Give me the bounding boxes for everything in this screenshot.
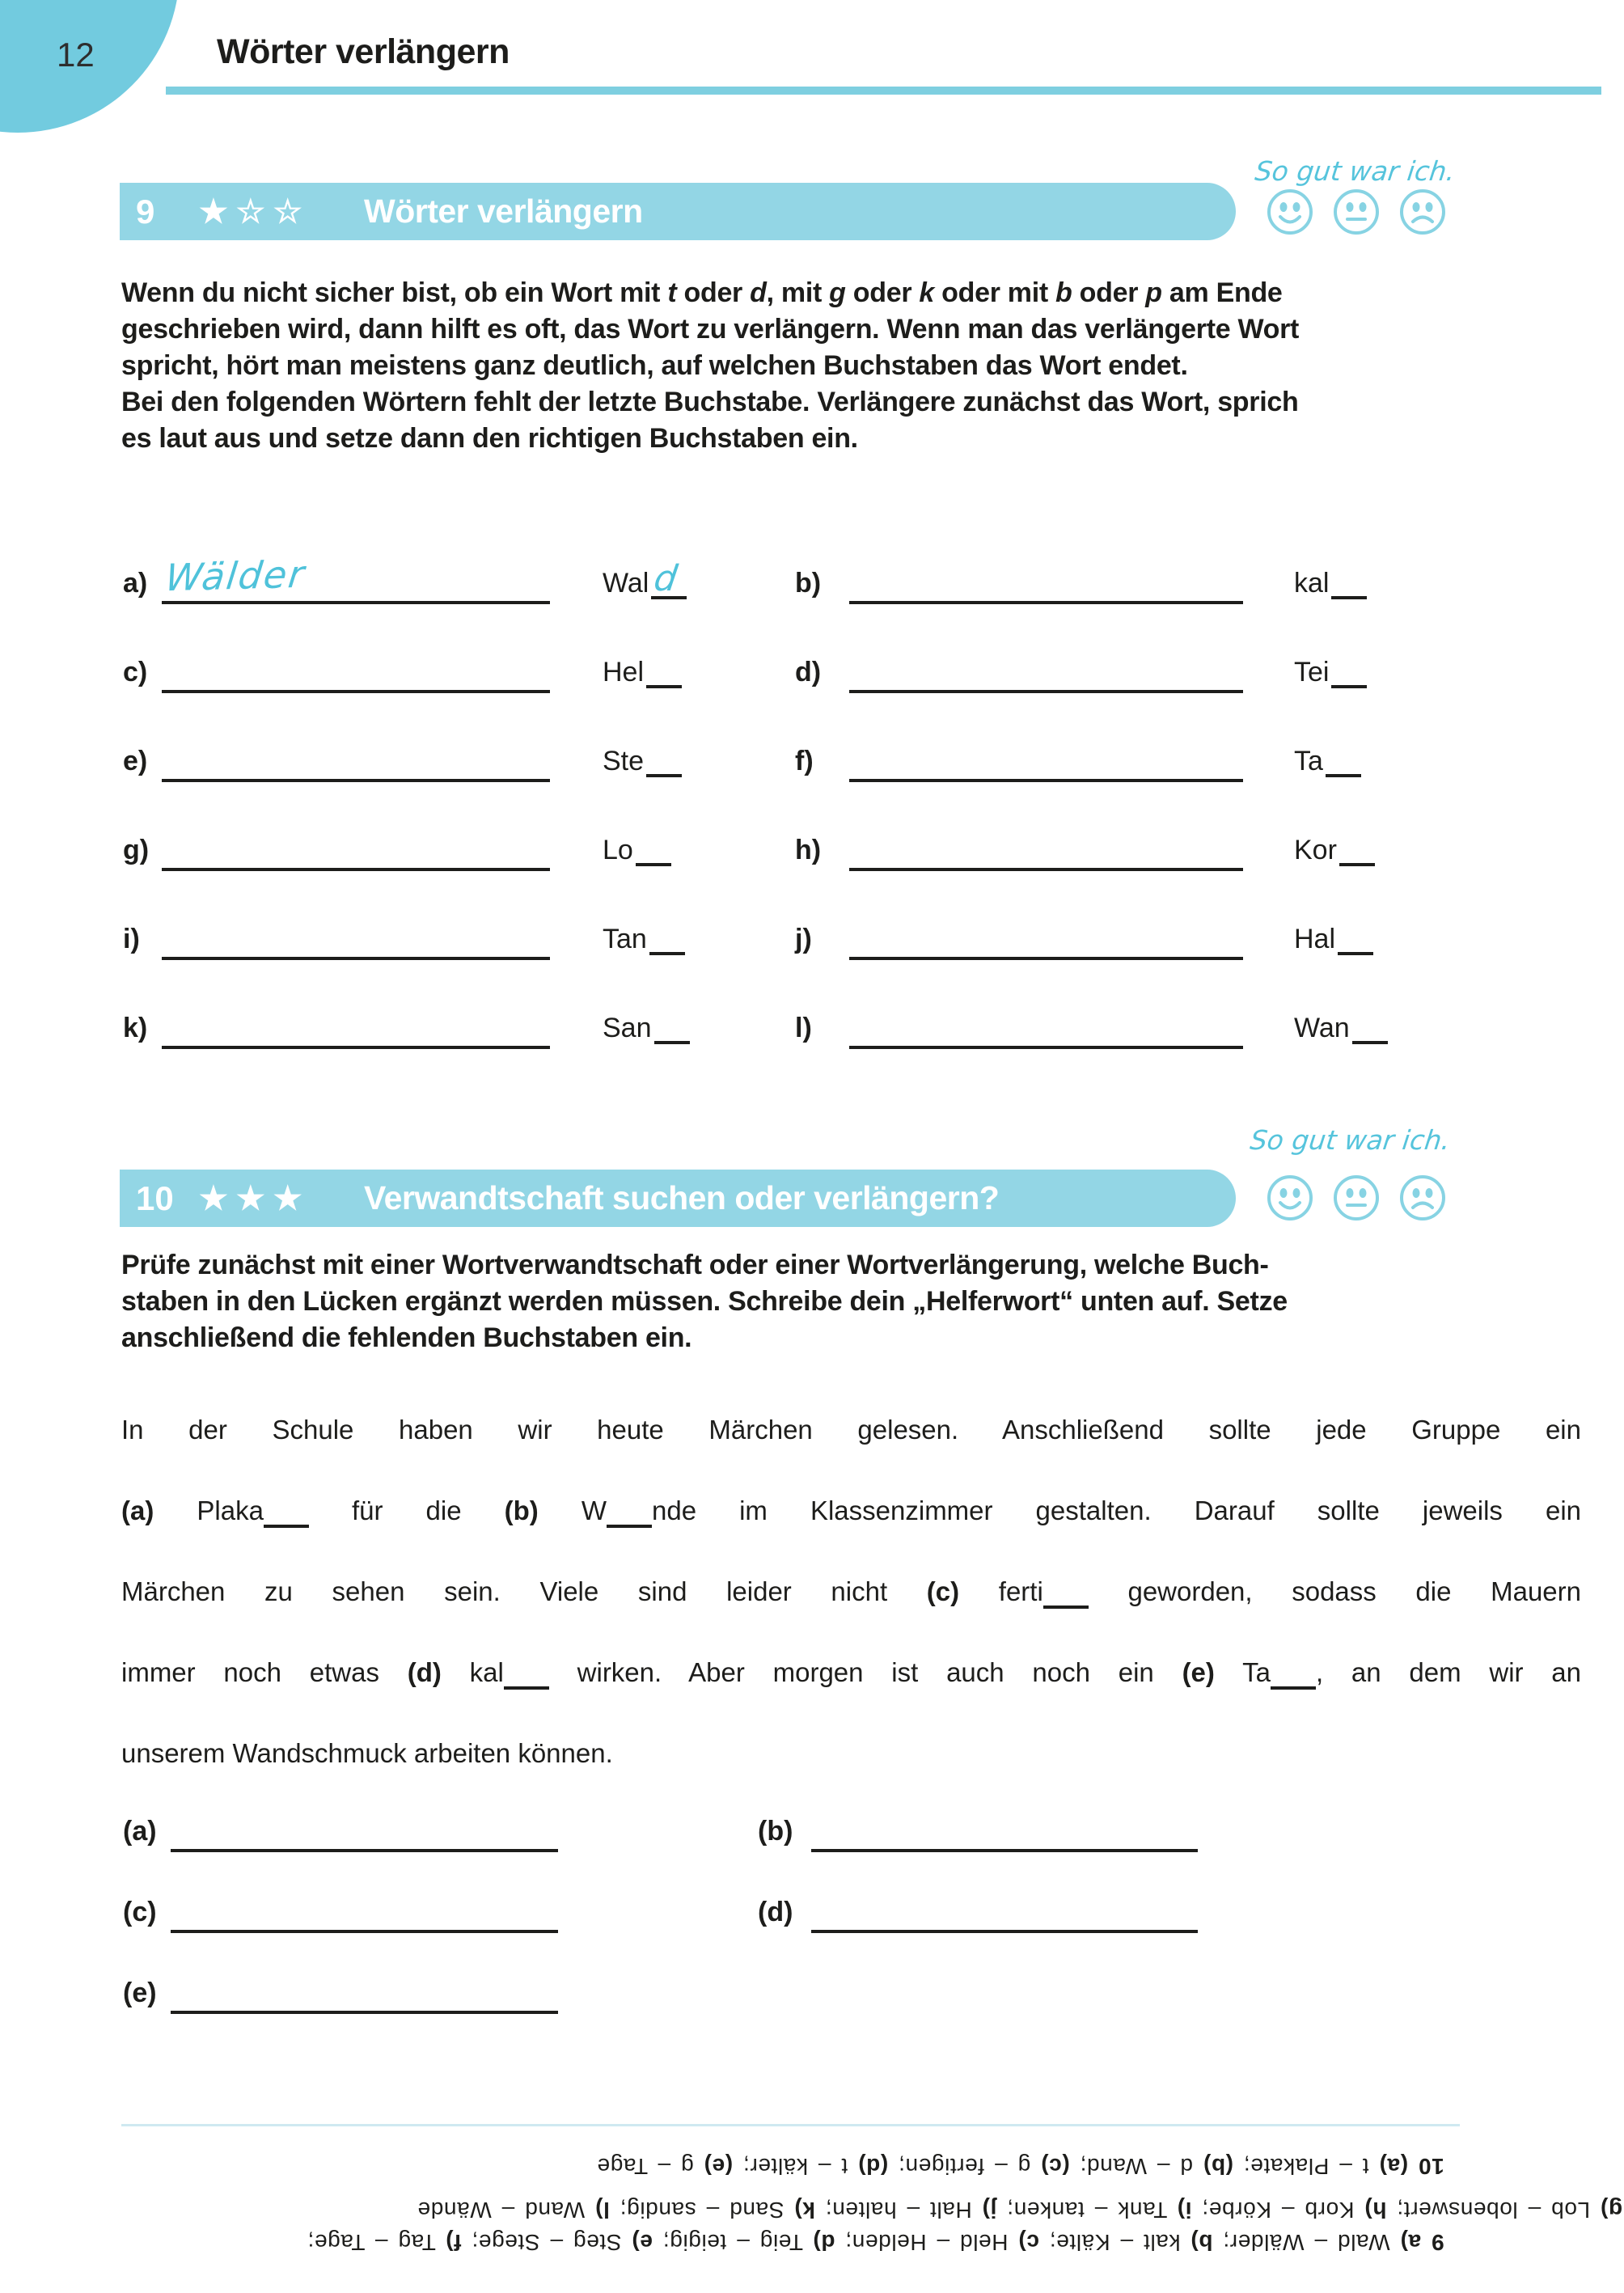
handwritten-letter: d <box>651 558 680 599</box>
smiley-sad-icon[interactable] <box>1399 1174 1446 1221</box>
text-segment: d <box>750 277 767 308</box>
word-stem <box>603 1013 690 1044</box>
letter-blank[interactable] <box>1352 1041 1388 1044</box>
word-stem <box>1294 746 1361 777</box>
word-stem <box>1294 657 1367 688</box>
text-segment: Tag – Tage; <box>307 2230 446 2255</box>
text-segment: d) <box>813 2230 835 2255</box>
smiley-happy-icon[interactable] <box>1267 1174 1313 1221</box>
text-segment: spricht, hört man meistens ganz deutlich, auf welchen Buchstaben das Wort endet. <box>121 350 1188 381</box>
stem-text: Ta <box>1294 746 1323 776</box>
smiley-sad-icon[interactable] <box>1399 188 1446 235</box>
text-segment: Wald – Wälder; <box>1212 2230 1401 2255</box>
item-label: (a) <box>123 1816 157 1847</box>
answer-line[interactable] <box>811 1930 1198 1933</box>
text-segment: l) <box>594 2198 610 2223</box>
item-label: a) <box>123 568 148 599</box>
word-stem <box>603 835 671 866</box>
text-segment: kal <box>441 1657 504 1687</box>
text-segment: kalt – Kälte; <box>1039 2230 1191 2255</box>
text-segment: (b) <box>504 1496 539 1525</box>
answer-line[interactable] <box>171 2011 558 2014</box>
letter-blank[interactable] <box>651 558 687 599</box>
text-segment: Plaka <box>154 1496 264 1525</box>
answer-line[interactable] <box>162 957 550 960</box>
text-segment: f) <box>446 2230 462 2255</box>
text-segment: Ta <box>1214 1657 1271 1687</box>
instruction-line <box>121 1284 1587 1320</box>
stem-text: Kor <box>1294 835 1337 865</box>
item-label: f) <box>795 746 814 776</box>
word-row <box>0 745 1624 782</box>
text-segment: , mit <box>766 277 830 308</box>
word-stem <box>603 657 682 688</box>
cloze-line <box>121 1735 1581 1772</box>
word-stem <box>1294 1013 1388 1044</box>
header-rule <box>166 87 1601 95</box>
text-segment: am Ende <box>1161 277 1283 308</box>
text-segment: In der Schule haben wir heute Märchen gelesen. Anschließend sollte jede Gruppe ein <box>121 1415 1581 1445</box>
text-segment: Steg – Stege; <box>461 2230 632 2255</box>
answer-line[interactable] <box>162 690 550 693</box>
exercise9-number: 9 <box>136 192 155 231</box>
letter-blank[interactable] <box>1339 863 1375 866</box>
word-stem <box>1294 924 1373 955</box>
text-segment: (e) <box>1182 1657 1215 1687</box>
item-label: e) <box>123 746 148 776</box>
text-segment: e) <box>632 2230 653 2255</box>
answer-line[interactable] <box>849 1046 1243 1049</box>
self-assessment-smileys-ex9 <box>1267 188 1446 235</box>
text-segment: g <box>829 277 846 308</box>
fill-in-blank[interactable] <box>607 1525 652 1528</box>
stem-text: Wan <box>1294 1013 1350 1043</box>
item-label: k) <box>123 1013 148 1043</box>
stem-text: Ste <box>603 746 645 776</box>
item-label: (b) <box>758 1816 793 1847</box>
letter-blank[interactable] <box>646 685 682 688</box>
instruction-line <box>121 348 1587 384</box>
self-assessment-label: So gut war ich. <box>1253 155 1457 187</box>
text-segment: , an dem wir an <box>1315 1657 1581 1687</box>
letter-blank[interactable] <box>649 952 685 955</box>
answer-line[interactable] <box>162 1046 550 1049</box>
instruction-line <box>121 1247 1587 1284</box>
self-assessment-label: So gut war ich. <box>1248 1124 1453 1156</box>
cloze-line <box>121 1573 1581 1610</box>
text-segment: Held – Helden; <box>835 2230 1019 2255</box>
exercise9-banner <box>120 183 1236 240</box>
stem-text: kal <box>1294 568 1330 599</box>
text-segment: oder <box>676 277 751 308</box>
word-stem <box>603 558 687 599</box>
answer-line[interactable] <box>849 957 1243 960</box>
text-segment: für die <box>308 1496 505 1525</box>
text-segment: (b) <box>1203 2154 1234 2179</box>
text-segment: Wenn du nicht sicher bist, ob ein Wort mit <box>121 277 668 308</box>
page-title: Wörter verlängern <box>217 32 510 71</box>
text-segment: p <box>1145 277 1162 308</box>
answer-line[interactable] <box>849 779 1243 782</box>
word-row <box>0 656 1624 693</box>
word-row <box>0 834 1624 871</box>
text-segment: h) <box>1364 2198 1387 2223</box>
stem-text: Wal <box>603 568 649 599</box>
word-row <box>0 552 1624 604</box>
difficulty-stars-icon: ★★★ <box>199 1180 311 1216</box>
footer-divider <box>121 2124 1460 2126</box>
helper-word-row <box>0 1977 1624 2014</box>
exercise9-instructions <box>121 275 1587 457</box>
text-segment: oder <box>845 277 920 308</box>
difficulty-stars-icon: ★☆☆ <box>199 193 311 230</box>
answer-line[interactable] <box>171 1930 558 1933</box>
letter-blank[interactable] <box>1338 952 1373 955</box>
word-stem <box>1294 568 1367 599</box>
item-label: c) <box>123 657 148 687</box>
text-segment: (a) <box>121 1496 154 1525</box>
text-segment: Lob – lobenswert; <box>1386 2198 1601 2223</box>
exercise10-instructions <box>121 1247 1587 1356</box>
stem-text: San <box>603 1013 652 1043</box>
text-segment: es laut aus und setze dann den richtigen Buchstaben ein. <box>121 423 858 454</box>
handwritten-answer: Wälder <box>163 552 308 600</box>
cloze-line <box>121 1411 1581 1449</box>
word-row <box>0 1012 1624 1049</box>
instruction-line <box>121 421 1587 457</box>
letter-blank[interactable] <box>646 774 682 777</box>
text-segment: g – Tage <box>597 2154 704 2179</box>
text-segment: geschrieben wird, dann hilft es oft, das Wort zu verlängern. Wenn man das verlängerte Wort <box>121 314 1300 345</box>
answer-key-line <box>307 2229 1444 2255</box>
text-segment: t <box>667 277 677 308</box>
text-segment: immer noch etwas <box>121 1657 408 1687</box>
text-segment: 9 a) <box>1400 2230 1444 2255</box>
item-label: b) <box>795 568 822 599</box>
item-label: (d) <box>758 1897 793 1927</box>
text-segment: Korb – Körbe; <box>1191 2198 1364 2223</box>
text-segment: nde im Klassenzimmer gestalten. Darauf sollte jeweils ein <box>651 1496 1581 1525</box>
text-segment: oder mit <box>934 277 1056 308</box>
cloze-line <box>121 1492 1581 1529</box>
text-segment: staben in den Lücken ergänzt werden müssen. Schreibe dein „Helferwort“ unten auf. Setze <box>121 1286 1288 1317</box>
exercise10-banner <box>120 1170 1236 1227</box>
instruction-line <box>121 1320 1587 1356</box>
fill-in-blank[interactable] <box>264 1525 309 1528</box>
answer-line[interactable] <box>171 1849 558 1852</box>
item-label: j) <box>795 924 812 954</box>
text-segment: k) <box>793 2198 815 2223</box>
text-segment: c) <box>1018 2230 1040 2255</box>
answer-line[interactable] <box>849 868 1243 871</box>
text-segment: anschließend die fehlenden Buchstaben ein. <box>121 1322 692 1353</box>
letter-blank[interactable] <box>1326 774 1361 777</box>
item-label: h) <box>795 835 822 865</box>
text-segment: Wand – Wände <box>417 2198 595 2223</box>
text-segment: Teig – teigig; <box>653 2230 814 2255</box>
smiley-neutral-icon[interactable] <box>1333 1174 1380 1221</box>
word-stem <box>1294 835 1375 866</box>
self-assessment-smileys-ex10 <box>1267 1174 1446 1221</box>
text-segment: Tank – tanken; <box>996 2198 1178 2223</box>
text-segment: t – kälter; <box>733 2154 858 2179</box>
text-segment: unserem Wandschmuck arbeiten können. <box>121 1738 613 1768</box>
helper-word-row <box>0 1896 1624 1933</box>
page-number: 12 <box>57 36 95 74</box>
text-segment: b <box>1055 277 1072 308</box>
answer-line[interactable] <box>162 601 550 604</box>
letter-blank[interactable] <box>1331 685 1367 688</box>
answer-line[interactable] <box>849 601 1243 604</box>
instruction-line <box>121 275 1587 311</box>
text-segment: b) <box>1191 2230 1213 2255</box>
text-segment: (c) <box>926 1576 960 1606</box>
text-segment: ferti <box>959 1576 1043 1606</box>
item-label: (e) <box>123 1978 157 2008</box>
text-segment: Prüfe zunächst mit einer Wortverwandtschaft oder einer Wortverlängerung, welche Buch- <box>121 1250 1269 1280</box>
text-segment: oder <box>1072 277 1146 308</box>
instruction-line <box>121 311 1587 348</box>
text-segment: W <box>538 1496 607 1525</box>
text-segment: 10 (a) <box>1379 2154 1444 2179</box>
item-label: i) <box>123 924 140 954</box>
text-segment: t – Plakate; <box>1233 2154 1380 2179</box>
instruction-line <box>121 384 1587 421</box>
smiley-neutral-icon[interactable] <box>1333 188 1380 235</box>
answer-line[interactable] <box>849 690 1243 693</box>
text-segment: wirken. Aber morgen ist auch noch ein <box>548 1657 1182 1687</box>
answer-line[interactable] <box>811 1849 1198 1852</box>
text-segment: g) <box>1600 2198 1622 2223</box>
stem-text: Tan <box>603 924 647 954</box>
item-label: g) <box>123 835 150 865</box>
stem-text: Lo <box>603 835 633 865</box>
answer-line[interactable] <box>162 868 550 871</box>
fill-in-blank[interactable] <box>504 1686 549 1690</box>
stem-text: Tei <box>1294 657 1330 687</box>
word-row <box>0 923 1624 960</box>
word-stem <box>603 746 682 777</box>
letter-blank[interactable] <box>654 1041 690 1044</box>
text-segment: (e) <box>704 2154 734 2179</box>
text-segment: k <box>919 277 935 308</box>
exercise10-title: Verwandtschaft suchen oder verlängern? <box>364 1179 1000 1216</box>
text-segment: d – Wand; <box>1069 2154 1203 2179</box>
cloze-line <box>121 1654 1581 1691</box>
stem-text: Hel <box>603 657 645 687</box>
item-label: (c) <box>123 1897 157 1927</box>
text-segment: Sand – sandig; <box>609 2198 794 2223</box>
text-segment: Bei den folgenden Wörtern fehlt der letzte Buchstabe. Verlängere zunächst das Wort, sprich <box>121 387 1299 417</box>
smiley-happy-icon[interactable] <box>1267 188 1313 235</box>
text-segment: (d) <box>407 1657 442 1687</box>
letter-blank[interactable] <box>1331 596 1367 599</box>
exercise10-number: 10 <box>136 1178 174 1217</box>
stem-text: Hal <box>1294 924 1336 954</box>
helper-word-row <box>0 1815 1624 1852</box>
answer-key-line <box>597 2153 1444 2179</box>
text-segment: g – fertigen; <box>888 2154 1041 2179</box>
text-segment: (c) <box>1040 2154 1070 2179</box>
fill-in-blank[interactable] <box>1043 1606 1089 1609</box>
word-stem <box>603 924 685 955</box>
text-segment: Märchen zu sehen sein. Viele sind leider nicht <box>121 1576 927 1606</box>
item-label: l) <box>795 1013 812 1043</box>
exercise9-title: Wörter verlängern <box>364 192 643 230</box>
text-segment: i) <box>1177 2198 1192 2223</box>
text-segment: geworden, sodass die Mauern <box>1088 1576 1581 1606</box>
text-segment: j) <box>981 2198 997 2223</box>
text-segment: (d) <box>857 2154 889 2179</box>
answer-line[interactable] <box>162 779 550 782</box>
text-segment: Halt – halten; <box>814 2198 982 2223</box>
answer-key-line <box>417 2197 1622 2223</box>
fill-in-blank[interactable] <box>1271 1686 1316 1690</box>
letter-blank[interactable] <box>636 863 671 866</box>
item-label: d) <box>795 657 822 687</box>
